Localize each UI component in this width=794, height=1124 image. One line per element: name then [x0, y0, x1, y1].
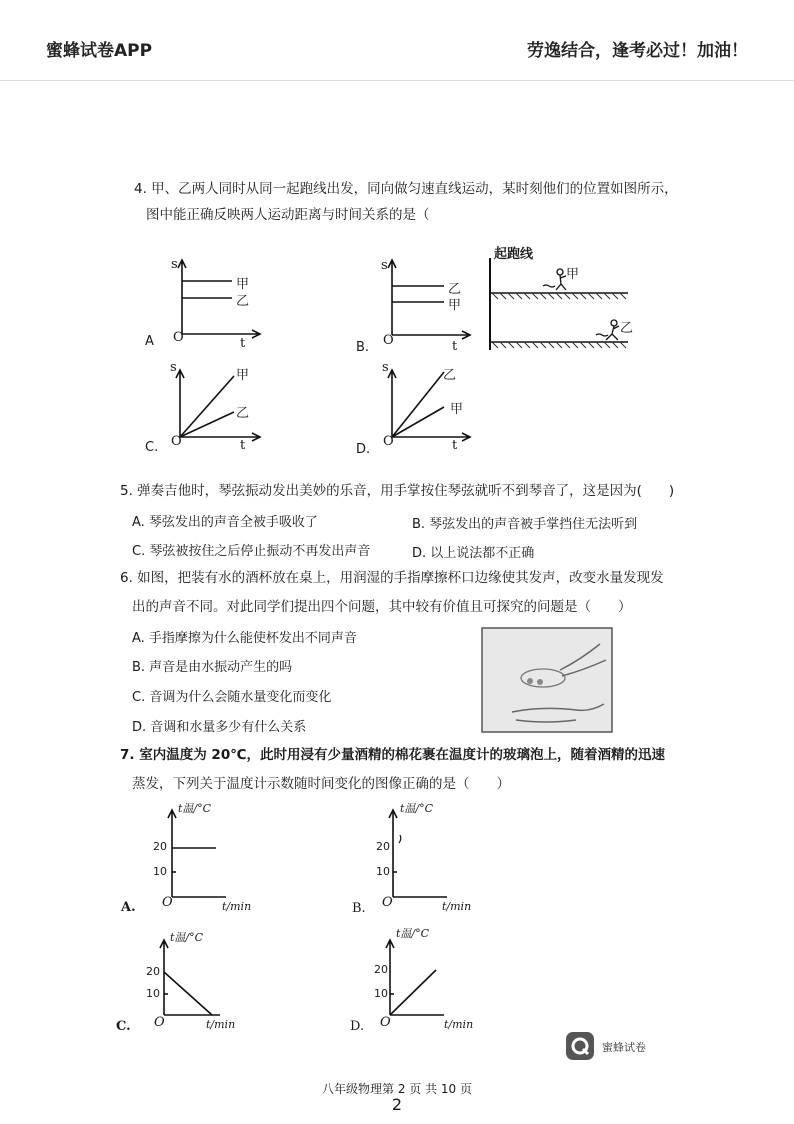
q4-a-jia-label: 甲: [236, 277, 250, 292]
q4-b-x-axis: [392, 331, 470, 339]
q7-d-y-axis: [386, 940, 394, 1015]
q7-a-tick20: 20: [153, 840, 167, 853]
q5-option-b: B. 琴弦发出的声音被手掌挡住无法听到: [412, 517, 638, 532]
q7-option-c: C.: [116, 1019, 131, 1034]
q7-c-tick20: 20: [146, 965, 160, 978]
q4-line1: 4. 甲、乙两人同时从同一起跑线出发，同向做匀速直线运动，某时刻他们的位置如图所示，: [134, 181, 678, 197]
slogan: 劳逸结合，逢考必过！加油！: [527, 41, 748, 61]
q4-d-x-axis: [392, 433, 470, 441]
q4-d-yi-label: 乙: [443, 368, 457, 383]
track-bottom-hatch: [492, 342, 626, 348]
q5-option-c: C. 琴弦被按住之后停止振动不再发出声音: [132, 544, 371, 559]
q4-c-line-jia: [180, 376, 234, 437]
runner-yi-icon: [596, 320, 619, 340]
q4-c-jia-label: 甲: [236, 368, 250, 383]
q6-option-c: C. 音调为什么会随水量变化而变化: [132, 690, 332, 705]
q5-option-d: D. 以上说法都不正确: [412, 546, 535, 561]
q4-c-t-label: t: [240, 438, 246, 453]
wine-glass-photo: [482, 628, 612, 732]
q6-option-d: D. 音调和水量多少有什么关系: [132, 720, 307, 735]
q4-d-jia-label: 甲: [450, 402, 464, 417]
q6-option-b: B. 声音是由水振动产生的吗: [132, 660, 293, 675]
q6-line2: 出的声音不同。对此同学们提出四个问题，其中较有价值且可探究的问题是（ ）: [132, 599, 632, 615]
q4-c-line-yi: [180, 412, 234, 437]
q7-c-tick10: 10: [146, 987, 160, 1000]
q7-b-origin: O: [382, 895, 393, 910]
q4-option-d: D.: [356, 442, 371, 457]
q4-a-y-axis: [178, 260, 186, 334]
start-line-label: 起跑线: [494, 247, 534, 262]
app-logo-icon: [566, 1032, 594, 1060]
q4-c-y-axis: [176, 370, 184, 437]
q4-c-s-label: s: [170, 360, 177, 375]
q4-c-x-axis: [180, 433, 260, 441]
q6-line1: 6. 如图，把装有水的酒杯放在桌上，用润湿的手指摩擦杯口边缘使其发声，改变水量发现发: [120, 570, 664, 586]
q4-d-line-jia: [392, 407, 444, 437]
q4-d-origin: O: [383, 434, 394, 449]
q6-option-a: A. 手指摩擦为什么能使杯发出不同声音: [132, 631, 357, 646]
q4-option-b: B.: [356, 340, 370, 355]
q4-a-s-label: s: [171, 257, 178, 272]
q4-d-y-axis: [388, 370, 396, 437]
q7-a-y-axis: [168, 810, 176, 897]
q4-d-s-label: s: [382, 360, 389, 375]
q7-d-tick20: 20: [374, 963, 388, 976]
q4-line2: 图中能正确反映两人运动距离与时间关系的是（: [146, 207, 430, 223]
q4-a-x-axis: [182, 330, 260, 338]
q7-b-tick10: 10: [376, 865, 390, 878]
q7-c-line: [164, 972, 212, 1015]
q7-b-y-axis: [389, 810, 397, 897]
q7-a-tick10: 10: [153, 865, 167, 878]
q7-c-origin: O: [154, 1015, 165, 1030]
q7-d-ylabel: t温/°C: [396, 927, 430, 940]
q7-line2: 蒸发，下列关于温度计示数随时间变化的图像正确的是（ ）: [132, 776, 510, 792]
q7-c-y-axis: [160, 940, 168, 1015]
q4-c-origin: O: [171, 434, 182, 449]
q7-d-line: [390, 970, 436, 1015]
q7-line1: 7. 室内温度为 20℃，此时用浸有少量酒精的棉花裹在温度计的玻璃泡上，随着酒精的迅速: [120, 747, 666, 763]
q4-a-yi-label: 乙: [236, 294, 250, 309]
q7-b-ylabel: t温/°C: [400, 802, 434, 815]
q5-option-a: A. 琴弦发出的声音全被手吸收了: [132, 515, 318, 530]
q4-b-origin: O: [383, 333, 394, 348]
q4-c-yi-label: 乙: [236, 406, 250, 421]
q7-a-origin: O: [162, 895, 173, 910]
q7-d-tick10: 10: [374, 987, 388, 1000]
q4-option-c: C.: [145, 440, 159, 455]
page-footer: 八年级物理第 2 页 共 10 页: [322, 1082, 472, 1096]
q4-b-y-axis: [388, 260, 396, 335]
app-name: 蜜蜂试卷APP: [46, 41, 153, 61]
q7-option-a: A.: [121, 900, 136, 915]
q7-d-xlabel: t/min: [444, 1018, 474, 1031]
q4-b-jia-label: 甲: [448, 298, 462, 313]
watermark-text: 蜜蜂试卷: [602, 1041, 646, 1054]
q4-d-t-label: t: [452, 438, 458, 453]
q4-b-s-label: s: [381, 258, 388, 273]
q4-option-a: A: [145, 334, 154, 349]
runner-jia-icon: [543, 269, 566, 290]
q7-option-b: B.: [352, 901, 366, 916]
q4-b-yi-label: 乙: [448, 282, 462, 297]
q4-d-line-yi: [392, 372, 444, 437]
track-top-hatch: [492, 293, 626, 299]
q5-stem: 5. 弹奏吉他时，琴弦振动发出美妙的乐音，用手掌按住琴弦就听不到琴音了，这是因为( ): [120, 483, 675, 499]
runner-jia-label: 甲: [566, 267, 580, 282]
q7-a-ylabel: t温/°C: [178, 802, 212, 815]
q7-c-ylabel: t温/°C: [170, 931, 204, 944]
q4-a-t-label: t: [240, 336, 246, 351]
q7-d-origin: O: [380, 1015, 391, 1030]
q7-a-xlabel: t/min: [222, 900, 252, 913]
page-number: 2: [391, 1095, 403, 1114]
q7-b-tick20: 20: [376, 840, 390, 853]
q7-b-xlabel: t/min: [442, 900, 472, 913]
q4-b-t-label: t: [452, 339, 458, 354]
runner-yi-label: 乙: [620, 321, 634, 336]
q7-b-curve-hint: [399, 835, 401, 843]
q7-option-d: D.: [350, 1019, 365, 1034]
q4-a-origin: O: [173, 330, 184, 345]
q7-c-xlabel: t/min: [206, 1018, 236, 1031]
